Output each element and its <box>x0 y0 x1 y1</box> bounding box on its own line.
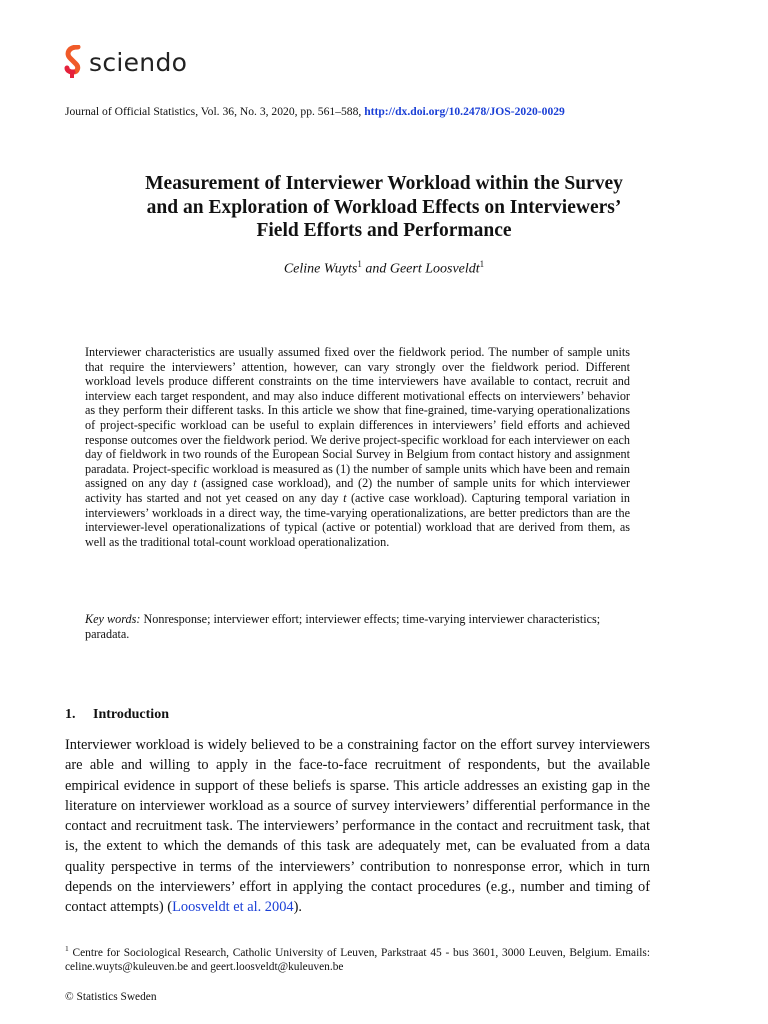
abstract <box>85 345 630 549</box>
section-title: Introduction <box>93 707 169 722</box>
intro-paragraph <box>65 735 650 918</box>
keywords-label: Key words: <box>85 612 141 626</box>
keywords <box>85 612 630 642</box>
title-line-2: and an Exploration of Workload Effects on Interviewers’ <box>146 196 622 218</box>
doi-link[interactable]: http://dx.doi.org/10.2478/JOS-2020-0029 <box>364 105 565 118</box>
sciendo-logo <box>63 44 187 80</box>
intro-text: Interviewer workload is widely believed to be a constraining factor on the effort survey interviewers are able and willing to apply in the face-to-face recruitment of respondents, but the available empirical evidence in support of these beliefs is sparse. This article addresses an existing gap in the literature on interviewer workload as a source of survey interviewers’ differential performance in the contact and recruitment task. The interviewers’ performance in the contact and recruitment task, that is, the extent to which the demands of this task are adequately met, can be evaluated from a data quality perspective in terms of the interviewers’ contribution to nonresponse error, which in turn depends on the interviewers’ effort in applying the contact procedures (e.g., number and timing of contact attempts) ( <box>65 737 650 916</box>
author-connector: and <box>361 261 390 277</box>
sciendo-logo-icon <box>63 45 83 79</box>
authors <box>40 259 728 278</box>
section-heading <box>65 707 169 723</box>
abstract-part-3: (active case workload). Capturing temporal variation in interviewers’ workloads in a direct way, the time-varying operationalizations, are better predictors than are the interviewer-level operationalizations of typical (active or potential) workload that are derived from them, as well as the traditional total-count workload operationalization. <box>85 490 630 549</box>
author-1-affiliation-mark: 1 <box>357 259 362 269</box>
intro-text-end: ). <box>293 899 302 916</box>
abstract-variable-t: t <box>193 476 197 491</box>
footnote-text: Centre for Sociological Research, Catholic University of Leuven, Parkstraat 45 - bus 3601, 3000 Leuven, Belgium. Emails: celine.wuyts@kuleuven.be and geert.loosveldt@kuleuven.be <box>65 946 650 974</box>
author-2-affiliation-mark: 1 <box>479 259 485 269</box>
footnote <box>65 942 650 975</box>
logo-text: sciendo <box>89 47 188 77</box>
journal-citation <box>65 105 565 118</box>
paper-title <box>40 172 728 243</box>
author-1: Celine Wuyts <box>283 261 358 277</box>
abstract-part-2: (assigned case workload), and (2) the number of sample units for which interviewer activity has started and not yet ceased on any day <box>85 476 630 505</box>
abstract-variable-t: t <box>343 490 347 505</box>
citation-text: Journal of Official Statistics, Vol. 36, No. 3, 2020, pp. 561–588, <box>65 105 362 118</box>
footnote-mark: 1 <box>65 944 69 953</box>
title-line-1: Measurement of Interviewer Workload within the Survey <box>145 173 623 194</box>
copyright: © Statistics Sweden <box>65 991 157 1003</box>
author-2: Geert Loosveldt <box>389 261 480 277</box>
keywords-text: Nonresponse; interviewer effort; interviewer effects; time-varying interviewer characteristics; paradata. <box>85 612 601 641</box>
section-number: 1. <box>65 707 76 722</box>
title-line-3: Field Efforts and Performance <box>256 220 512 241</box>
citation-link[interactable]: Loosveldt et al. 2004 <box>172 899 294 916</box>
abstract-part-1: Interviewer characteristics are usually assumed fixed over the fieldwork period. The number of sample units that require the interviewers’ attention, however, can vary strongly over the fieldwork period. Different workload levels produce different constraints on the time interviewers have available to contact, recruit and interview each target respondent, and may also induce different motivational effects on interviewers’ behavior as they perform their different tasks. In this article we show that fine-grained, time-varying operationalizations of project-specific workload can be useful to explain differences in interviewers’ field efforts and achieved response outcomes over the fieldwork period. We derive project-specific workload for each interviewer on each day of fieldwork in two rounds of the European Social Survey in Belgium from contact history and assignment paradata. Project-specific workload is measured as (1) the number of sample units which have been and remain assigned on any day <box>85 345 630 491</box>
